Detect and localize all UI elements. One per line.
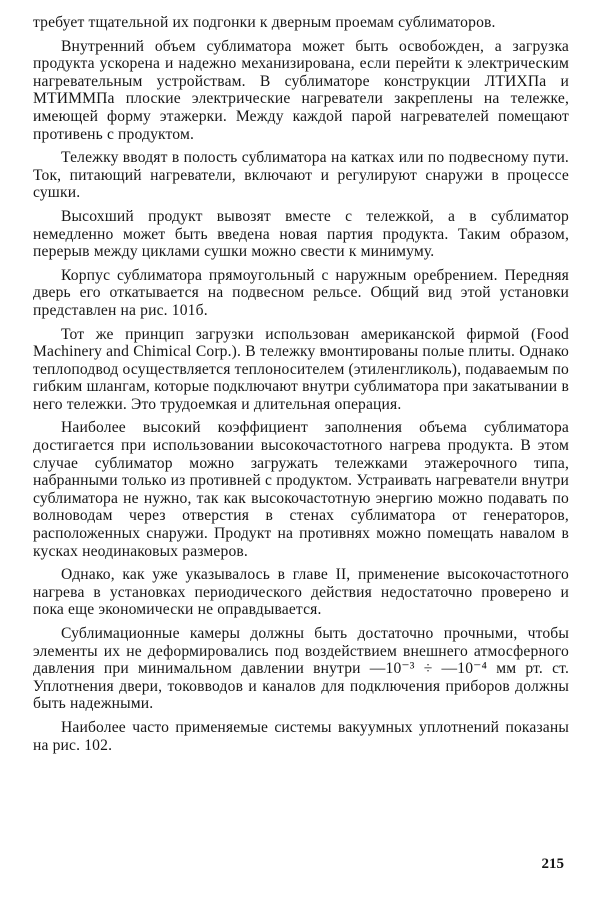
paragraph-continuation: требует тщательной их подгонки к дверным проемам сублиматоров.	[33, 14, 496, 31]
paragraph-american-firm: Тот же принцип загрузки использован американской фирмой (Food Machinery and Chimical Corp.). В тележку вмонтированы полые плиты. Однако теплоподвод осуществляется теплоносителем (этиленгликоль), подаваемым по гибким шлангам, которые подключают внутри сублиматора при закатывании в него тележки. Это трудоемкая и длительная операция.	[33, 325, 569, 413]
paragraph-chapter-reference: Однако, как уже указывалось в главе II, применение высокочастотного нагрева в установках периодического действия недостаточно проверено и пока еще экономически не оправдывается.	[33, 566, 569, 619]
page-body	[33, 14, 569, 894]
paragraph-hf-heating: Наиболее высокий коэффициент заполнения объема сублиматора достигается при использовании высокочастотного нагрева продукта. В этом случае сублиматор можно загружать тележками этажерочного типа, набранными только из противней с продуктом. Устраивать нагреватели внутри сублиматора не нужно, так как высокочастотную энергию можно подавать по волноводам через отверстия в стенах сублиматора от генераторов, расположенных снаружи. Продукт на противнях можно помещать навалом в кусках неодинаковых размеров.	[33, 419, 569, 560]
paragraph-dried-product: Высохший продукт вывозят вместе с тележкой, а в сублиматор немедленно может быть введена новая партия продукта. Таким образом, перерыв между циклами сушки можно свести к минимуму.	[33, 207, 569, 261]
paragraph-electric-heaters: Внутренний объем сублиматора может быть освобожден, а загрузка продукта ускорена и надежно механизирована, если перейти к электрическим нагревательным устройствам. В сублиматоре конструкции ЛТИХПа и МТИММПа плоские электрические нагреватели закреплены на тележке, имеющей форму этажерки. Между каждой парой нагревателей помещают противень с продуктом.	[33, 37, 569, 143]
paragraph-trolley: Тележку вводят в полость сублиматора на катках или по подвесному пути. Ток, питающий нагреватели, включают и регулируют снаружи в процессе сушки.	[33, 149, 569, 202]
paragraph-chamber-strength: Сублимационные камеры должны быть достаточно прочными, чтобы элементы их не деформировались под воздействием внешнего атмосферного давления при минимальном давлении внутри —10⁻³ ÷ —10⁻⁴ мм рт. ст. Уплотнения двери, токовводов и каналов для подключения приборов должны быть надежными.	[33, 625, 569, 713]
page-number: 215	[541, 856, 564, 872]
paragraph-vacuum-seals: Наиболее часто применяемые системы вакуумных уплотнений показаны на рис. 102.	[33, 718, 569, 754]
paragraph-housing: Корпус сублиматора прямоугольный с наружным оребрением. Передняя дверь его откатывается на подвесном рельсе. Общий вид этой установки представлен на рис. 101б.	[33, 266, 569, 319]
